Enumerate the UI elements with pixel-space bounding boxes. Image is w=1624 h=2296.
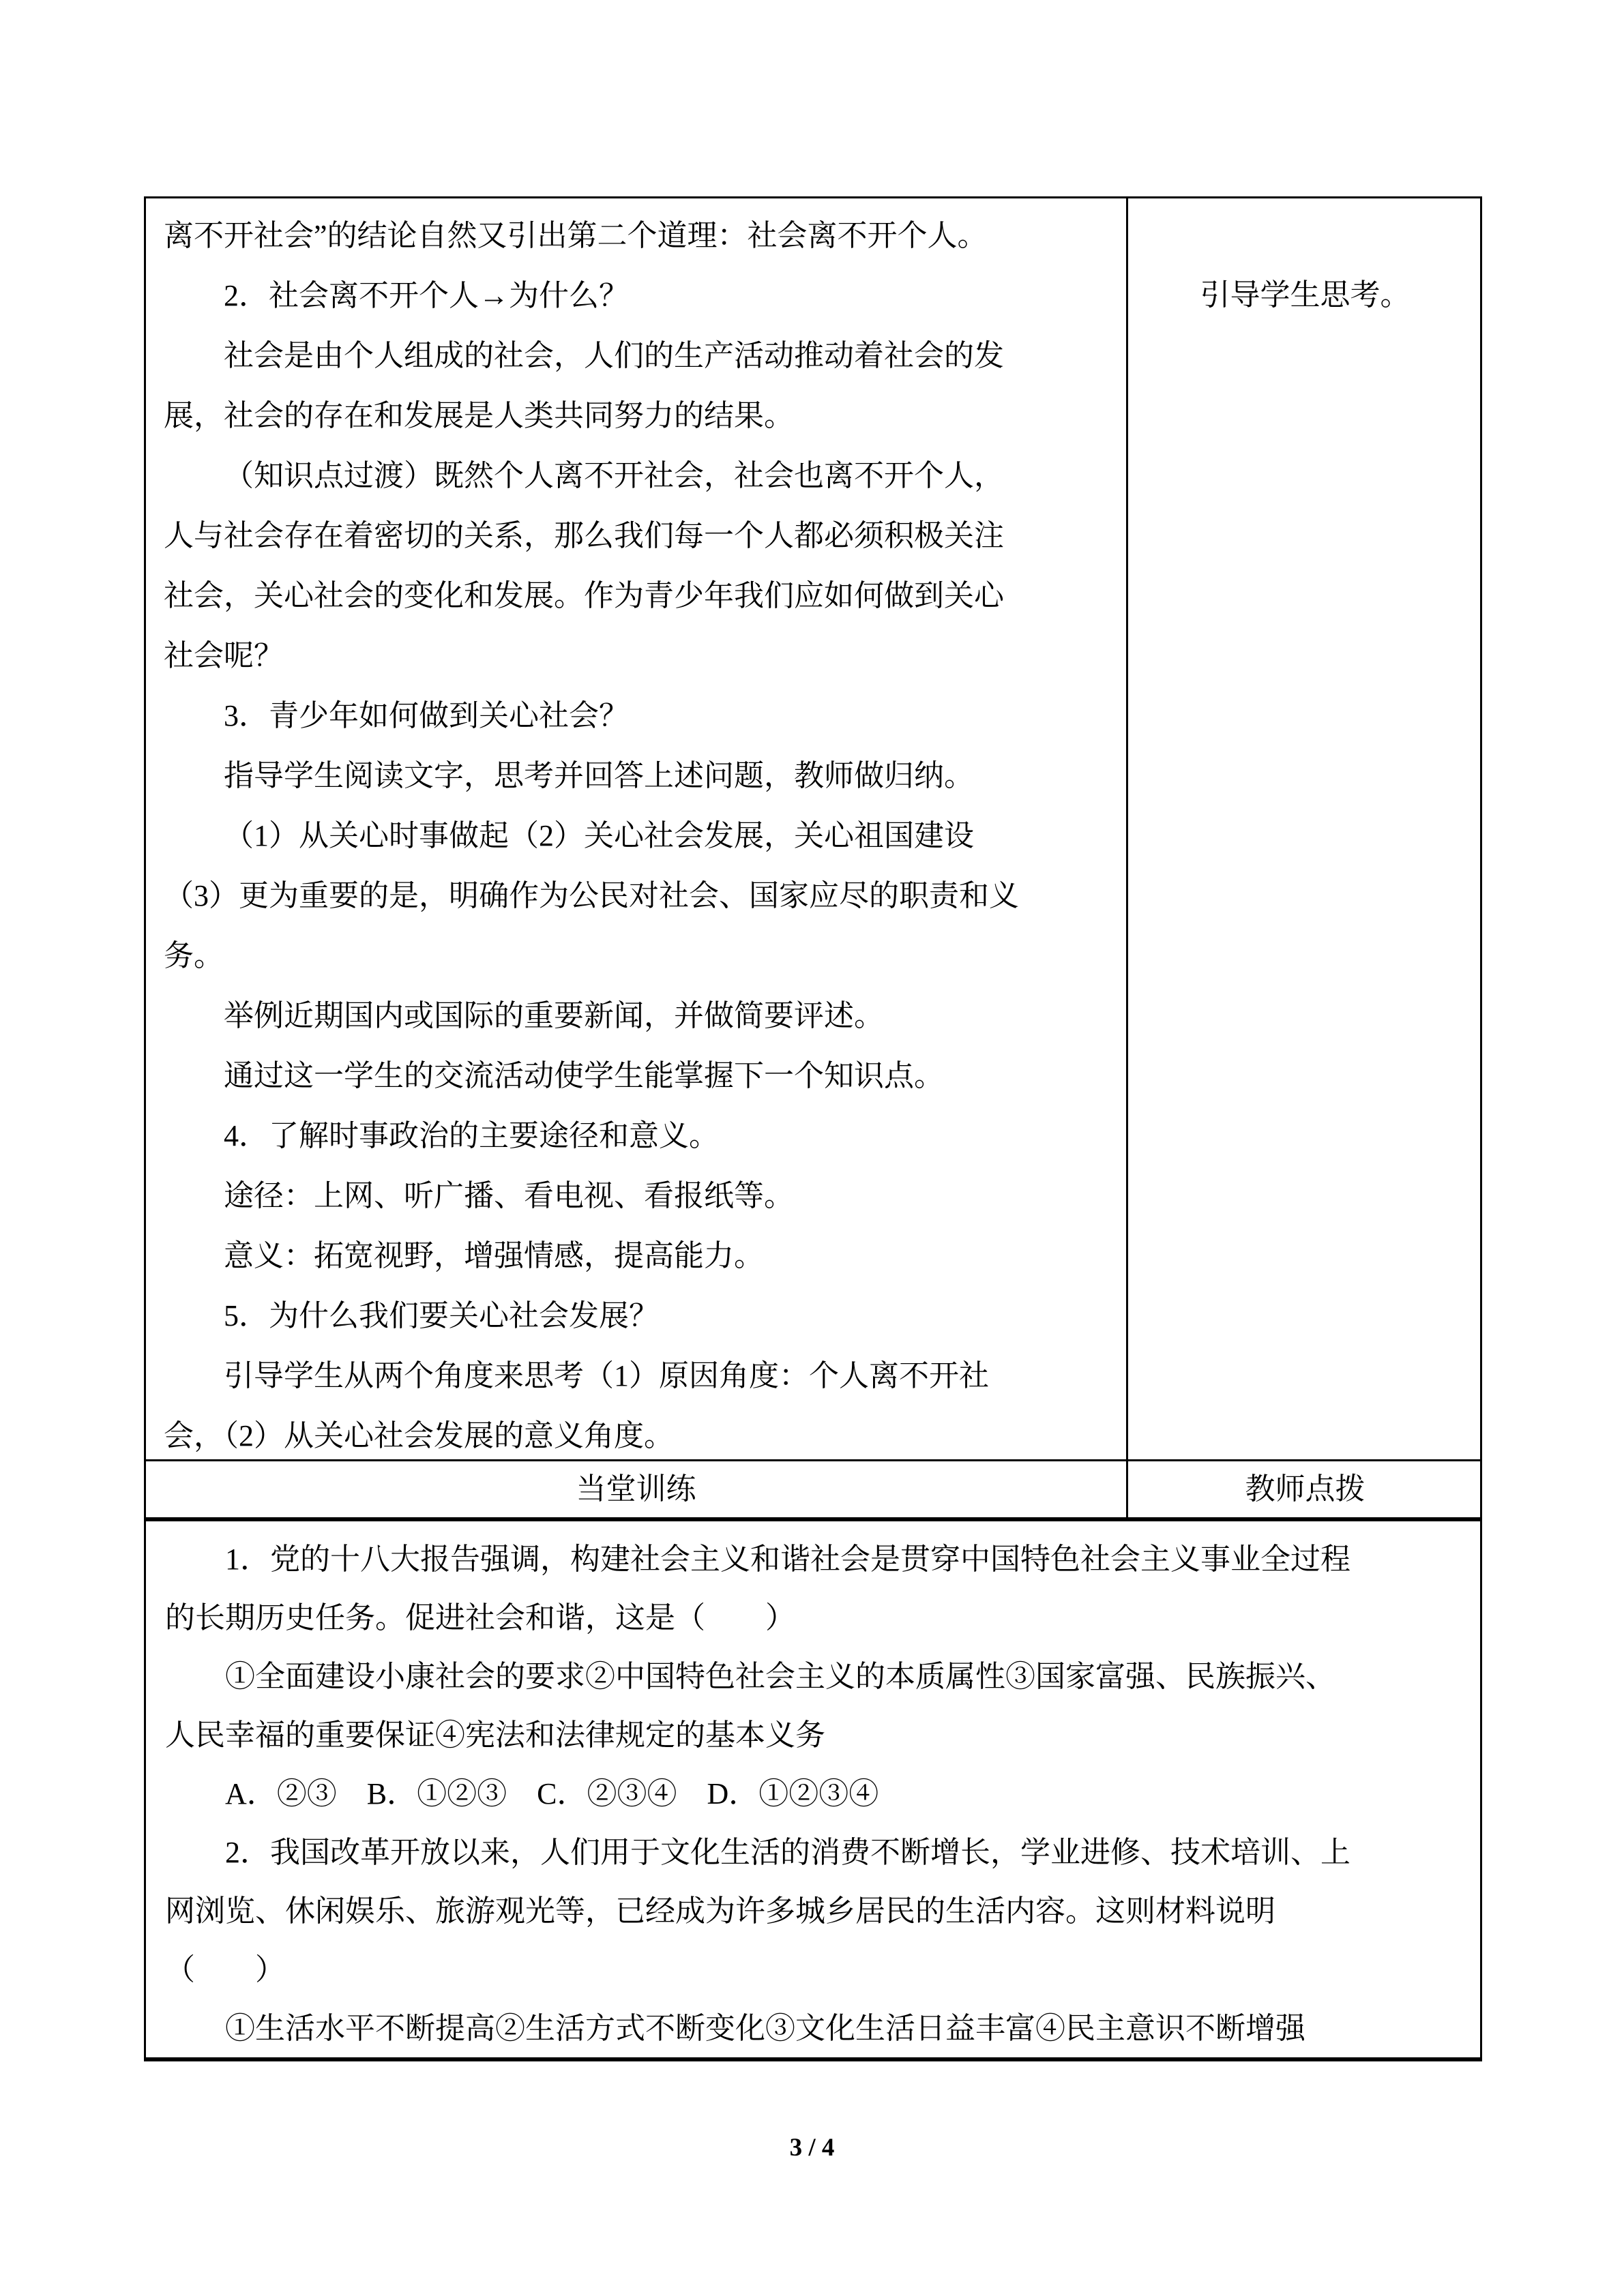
text-line: 途径：上网、听广播、看电视、看报纸等。 [224, 1179, 794, 1212]
text-line: （ ） [165, 1953, 285, 1986]
header-row-bottom-border [146, 1517, 1480, 1521]
header-classwork: 当堂训练 [576, 1472, 696, 1506]
text-line: 社会是由个人组成的社会，人们的生产活动推动着社会的发 [224, 339, 1004, 372]
text-line: 4．了解时事政治的主要途径和意义。 [224, 1119, 719, 1152]
text-line: 5．为什么我们要关心社会发展？ [224, 1299, 659, 1332]
text-line: 展，社会的存在和发展是人类共同努力的结果。 [164, 399, 794, 432]
text-line: 意义：拓宽视野，增强情感，提高能力。 [224, 1239, 764, 1272]
teaching-process-cell [164, 206, 1119, 1466]
text-line: 3．青少年如何做到关心社会？ [224, 699, 629, 732]
text-line: A．②③ B．①②③ C．②③④ D．①②③④ [225, 1777, 879, 1810]
text-line: ①生活水平不断提高②生活方式不断变化③文化生活日益丰富④民主意识不断增强 [225, 2012, 1305, 2045]
text-line: 的长期历史任务。促进社会和谐，这是（ ） [165, 1601, 795, 1635]
text-line: （知识点过渡）既然个人离不开社会，社会也离不开个人， [224, 459, 1004, 492]
teacher-note-cell: 引导学生思考。 [1200, 278, 1411, 312]
exercise-cell [165, 1530, 1458, 2058]
text-line: 离不开社会”的结论自然又引出第二个道理：社会离不开个人。 [164, 219, 988, 252]
column-divider [1126, 198, 1128, 1517]
text-line: 会，（2）从关心社会发展的意义角度。 [164, 1419, 674, 1452]
text-line: 社会呢？ [164, 639, 284, 672]
header-teacher-tips: 教师点拨 [1245, 1472, 1365, 1506]
text-line: 2．社会离不开个人→为什么？ [224, 279, 629, 312]
text-line: 1．党的十八大报告强调，构建社会主义和谐社会是贯穿中国特色社会主义事业全过程 [225, 1542, 1350, 1576]
text-line: 网浏览、休闲娱乐、旅游观光等，已经成为许多城乡居民的生活内容。这则材料说明 [165, 1894, 1275, 1928]
text-line: 举例近期国内或国际的重要新闻，并做简要评述。 [224, 999, 884, 1032]
page-number: 3 / 4 [789, 2134, 835, 2162]
text-line: 人与社会存在着密切的关系，那么我们每一个人都必须积极关注 [164, 519, 1004, 552]
text-line: （3）更为重要的是，明确作为公民对社会、国家应尽的职责和义 [164, 879, 1019, 912]
text-line: 引导学生从两个角度来思考（1）原因角度：个人离不开社 [224, 1359, 989, 1392]
text-line: 指导学生阅读文字，思考并回答上述问题，教师做归纳。 [224, 759, 974, 792]
text-line: 社会，关心社会的变化和发展。作为青少年我们应如何做到关心 [164, 579, 1004, 612]
text-line: 务。 [164, 939, 224, 972]
text-line: 人民幸福的重要保证④宪法和法律规定的基本义务 [165, 1718, 825, 1752]
text-line: 通过这一学生的交流活动使学生能掌握下一个知识点。 [224, 1059, 944, 1092]
text-line: ①全面建设小康社会的要求②中国特色社会主义的本质属性③国家富强、民族振兴、 [225, 1660, 1335, 1693]
text-line: （1）从关心时事做起（2）关心社会发展，关心祖国建设 [224, 819, 974, 852]
text-line: 2．我国改革开放以来，人们用于文化生活的消费不断增长，学业进修、技术培训、上 [225, 1836, 1350, 1869]
lesson-plan-table [144, 196, 1482, 2061]
